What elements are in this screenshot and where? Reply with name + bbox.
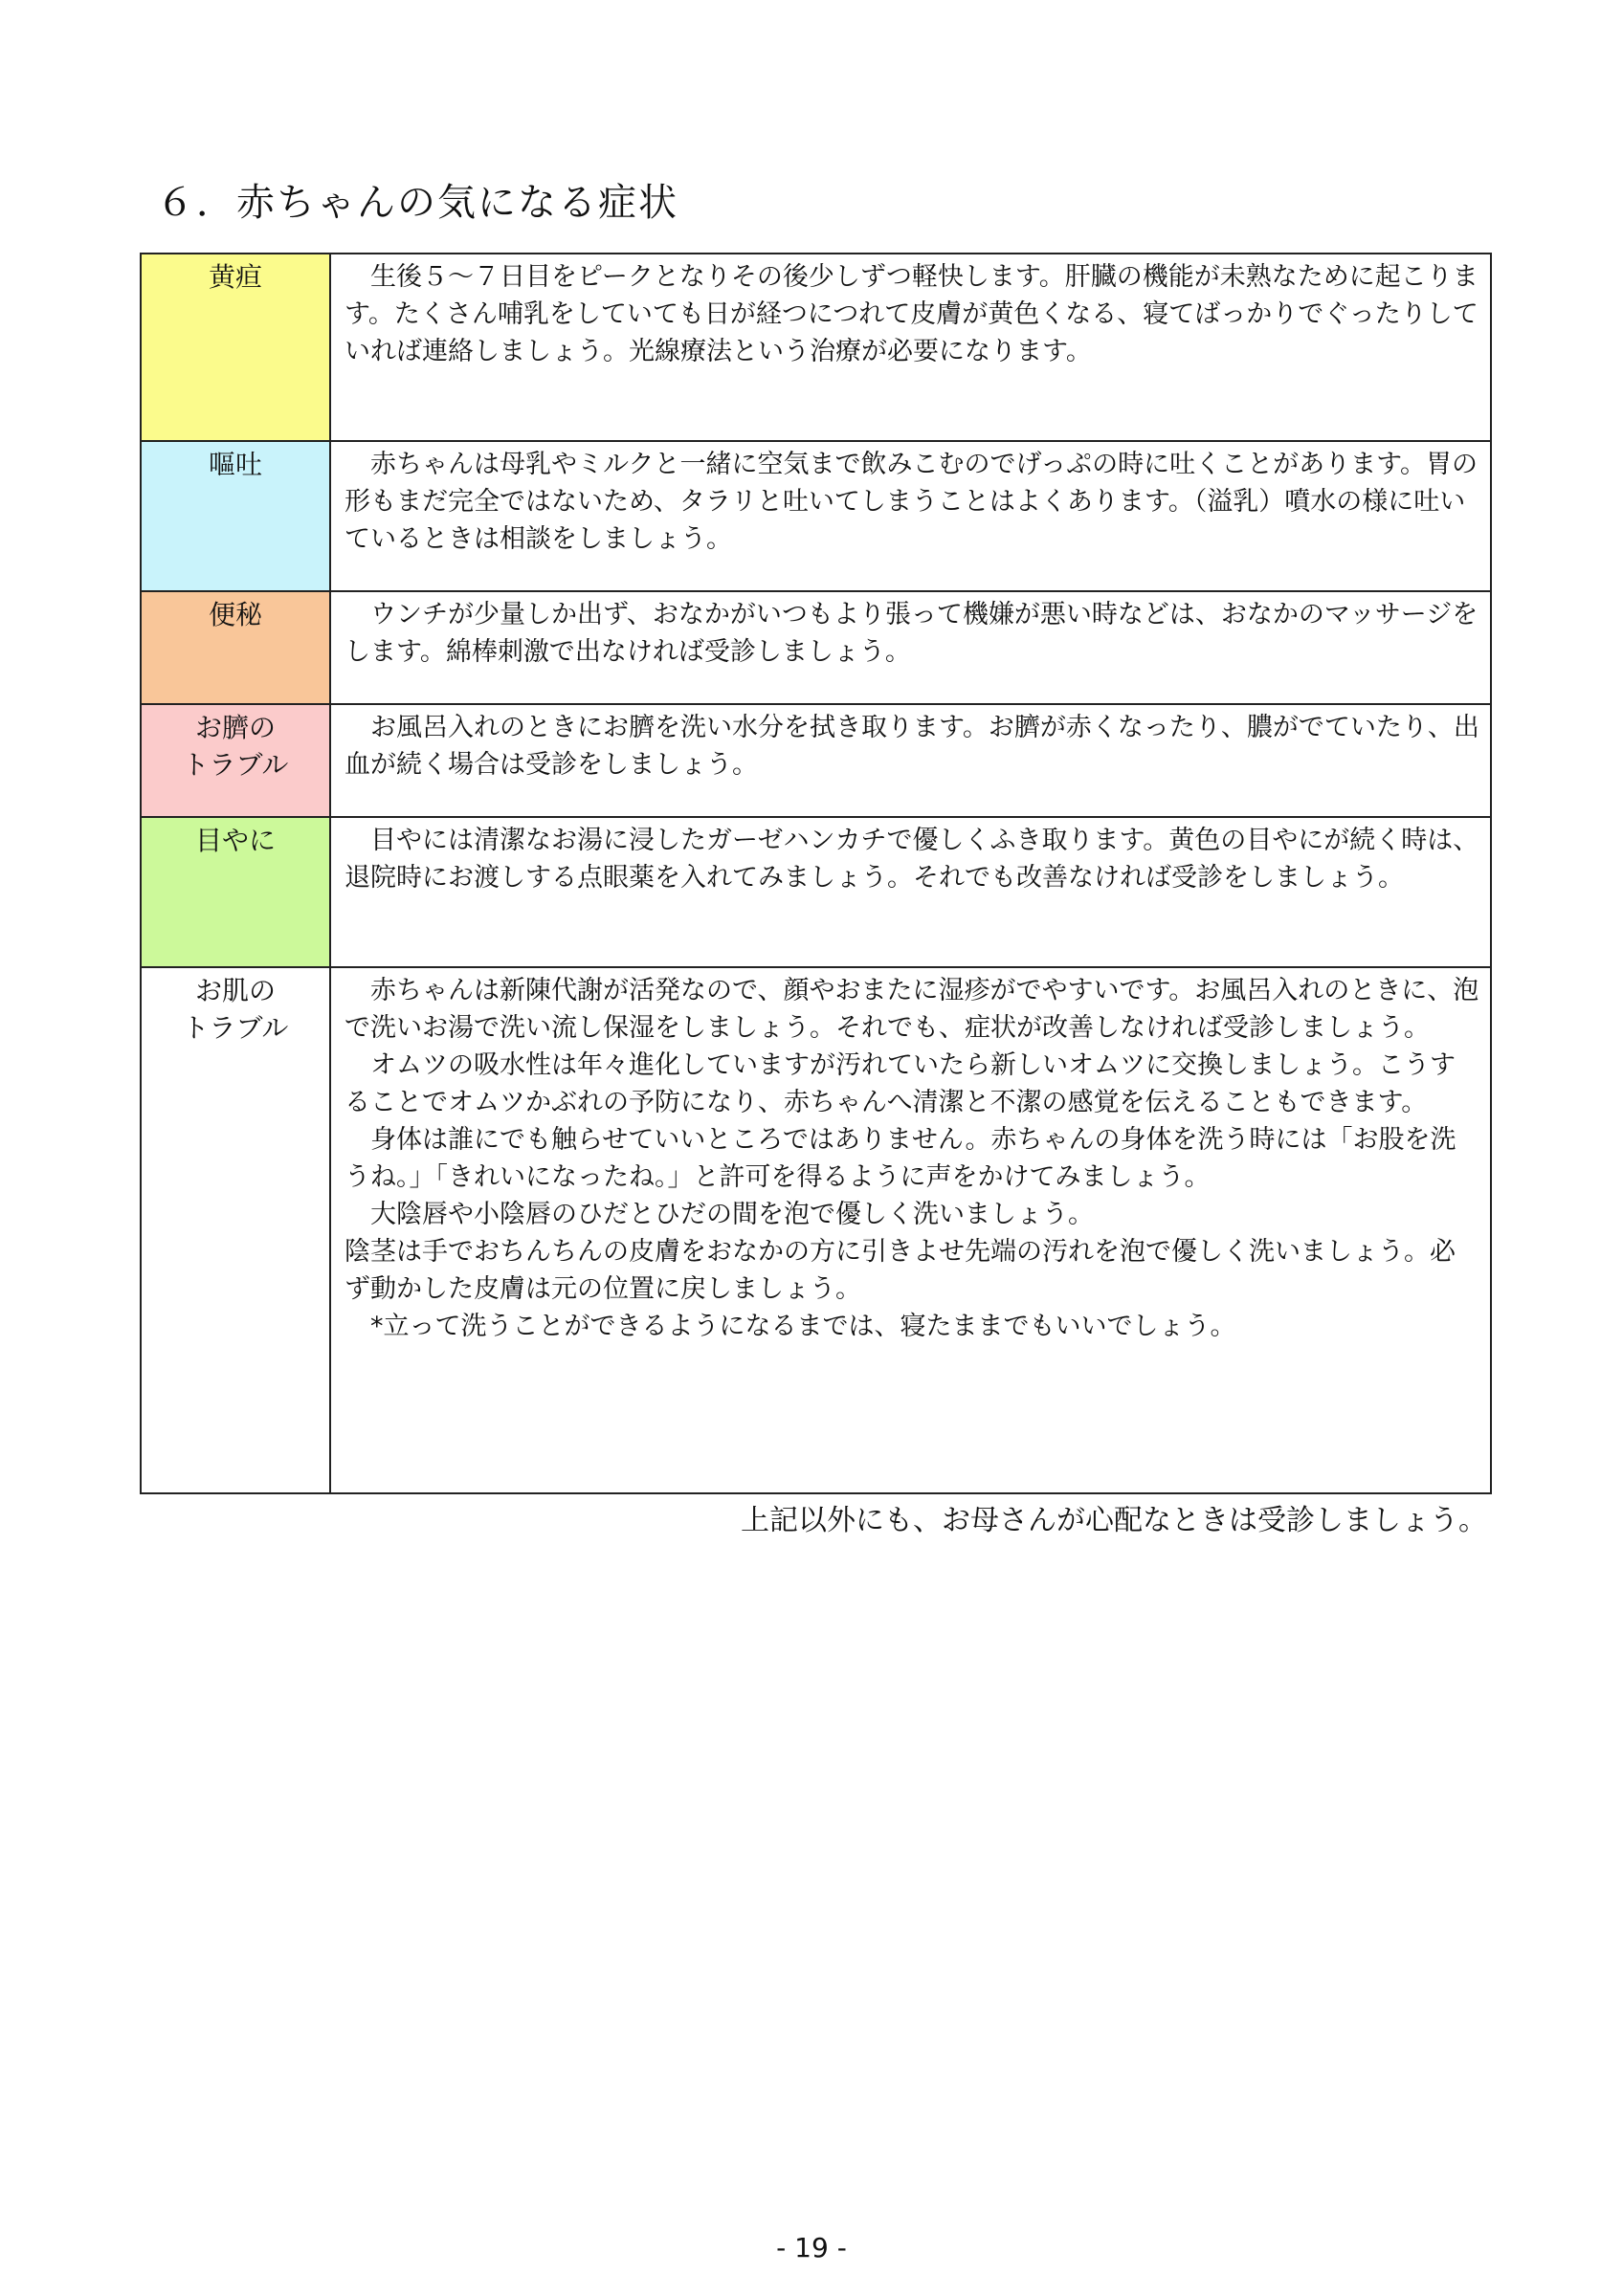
symptom-label: お肌の トラブル: [182, 975, 289, 1044]
description-paragraph: 身体は誰にでも触らせていいところではありません。赤ちゃんの身体を洗う時には「お股を洗うね。」「きれいになったね。」と許可を得るように声をかけてみましょう。: [345, 1125, 1456, 1192]
table-row-navel: [141, 704, 1491, 817]
label-cell-constipation: [141, 591, 330, 704]
label-cell-jaundice: [141, 254, 330, 441]
page-number: - 19 -: [776, 2232, 847, 2263]
symptoms-table: [140, 253, 1492, 1494]
table-row-constipation: [141, 591, 1491, 704]
symptom-label: 黄疸: [208, 261, 262, 293]
description-paragraph: オムツの吸水性は年々進化していますが汚れていたら新しいオムツに交換しましょう。こうすることでオムツかぶれの予防になり、赤ちゃんへ清潔と不潔の感覚を伝えることもできます。: [345, 1050, 1456, 1117]
description-cell-eye-discharge: [330, 817, 1491, 967]
label-cell-eye-discharge: [141, 817, 330, 967]
table-row-skin: [141, 967, 1491, 1493]
description-paragraph: 大陰唇や小陰唇のひだとひだの間を泡で優しく洗いましょう。: [370, 1200, 1094, 1229]
section-title: ６．赤ちゃんの気になる症状: [156, 181, 678, 225]
description-paragraph: 陰茎は手でおちんちんの皮膚をおなかの方に引きよせ先端の汚れを泡で優しく洗いましょう。必ず動かした皮膚は元の位置に戻しましょう。: [345, 1237, 1456, 1304]
table-row-vomiting: [141, 441, 1491, 591]
description-paragraph: 赤ちゃんは新陳代謝が活発なので、顔やおまたに湿疹がでやすいです。お風呂入れのときに、泡で洗いお湯で洗い流し保湿をしましょう。それでも、症状が改善しなければ受診しましょう。: [345, 976, 1479, 1043]
description-cell-skin: [330, 967, 1491, 1493]
description-paragraph: 赤ちゃんは母乳やミルクと一緒に空気まで飲みこむのでげっぷの時に吐くことがあります。胃の形もまだ完全ではないため、タラリと吐いてしまうことはよくあります。（溢乳）噴水の様に吐いているときは相談をしましょう。: [345, 450, 1478, 554]
description-cell-vomiting: [330, 441, 1491, 591]
description-paragraph: 生後５～７日目をピークとなりその後少しずつ軽快します。肝臓の機能が未熟なために起こります。たくさん哺乳をしていても日が経つにつれて皮膚が黄色くなる、寝てばっかりでぐったりしていれば連絡しましょう。光線療法という治療が必要になります。: [345, 262, 1478, 366]
symptom-label: 便秘: [208, 599, 262, 630]
label-cell-navel: [141, 704, 330, 817]
description-paragraph: ウンチが少量しか出ず、おなかがいつもより張って機嫌が悪い時などは、おなかのマッサージをします。綿棒刺激で出なければ受診しましょう。: [345, 600, 1478, 667]
footer-note: 上記以外にも、お母さんが心配なときは受診しましょう。: [741, 1504, 1487, 1537]
symptom-label: 目やに: [194, 825, 276, 856]
symptom-label: お臍の トラブル: [182, 712, 289, 781]
description-cell-constipation: [330, 591, 1491, 704]
description-paragraph: 目やには清潔なお湯に浸したガーゼハンカチで優しくふき取ります。黄色の目やにが続く時は、退院時にお渡しする点眼薬を入れてみましょう。それでも改善なければ受診をしましょう。: [345, 826, 1479, 893]
description-cell-navel: [330, 704, 1491, 817]
symptom-label: 嘔吐: [208, 449, 262, 480]
description-cell-jaundice: [330, 254, 1491, 441]
description-paragraph: *立って洗うことができるようになるまでは、寝たままでもいいでしょう。: [370, 1312, 1236, 1341]
table-row-eye-discharge: [141, 817, 1491, 967]
label-cell-skin: [141, 967, 330, 1493]
label-cell-vomiting: [141, 441, 330, 591]
description-paragraph: お風呂入れのときにお臍を洗い水分を拭き取ります。お臍が赤くなったり、膿がでていたり、出血が続く場合は受診をしましょう。: [345, 713, 1479, 780]
table-row-jaundice: [141, 254, 1491, 441]
